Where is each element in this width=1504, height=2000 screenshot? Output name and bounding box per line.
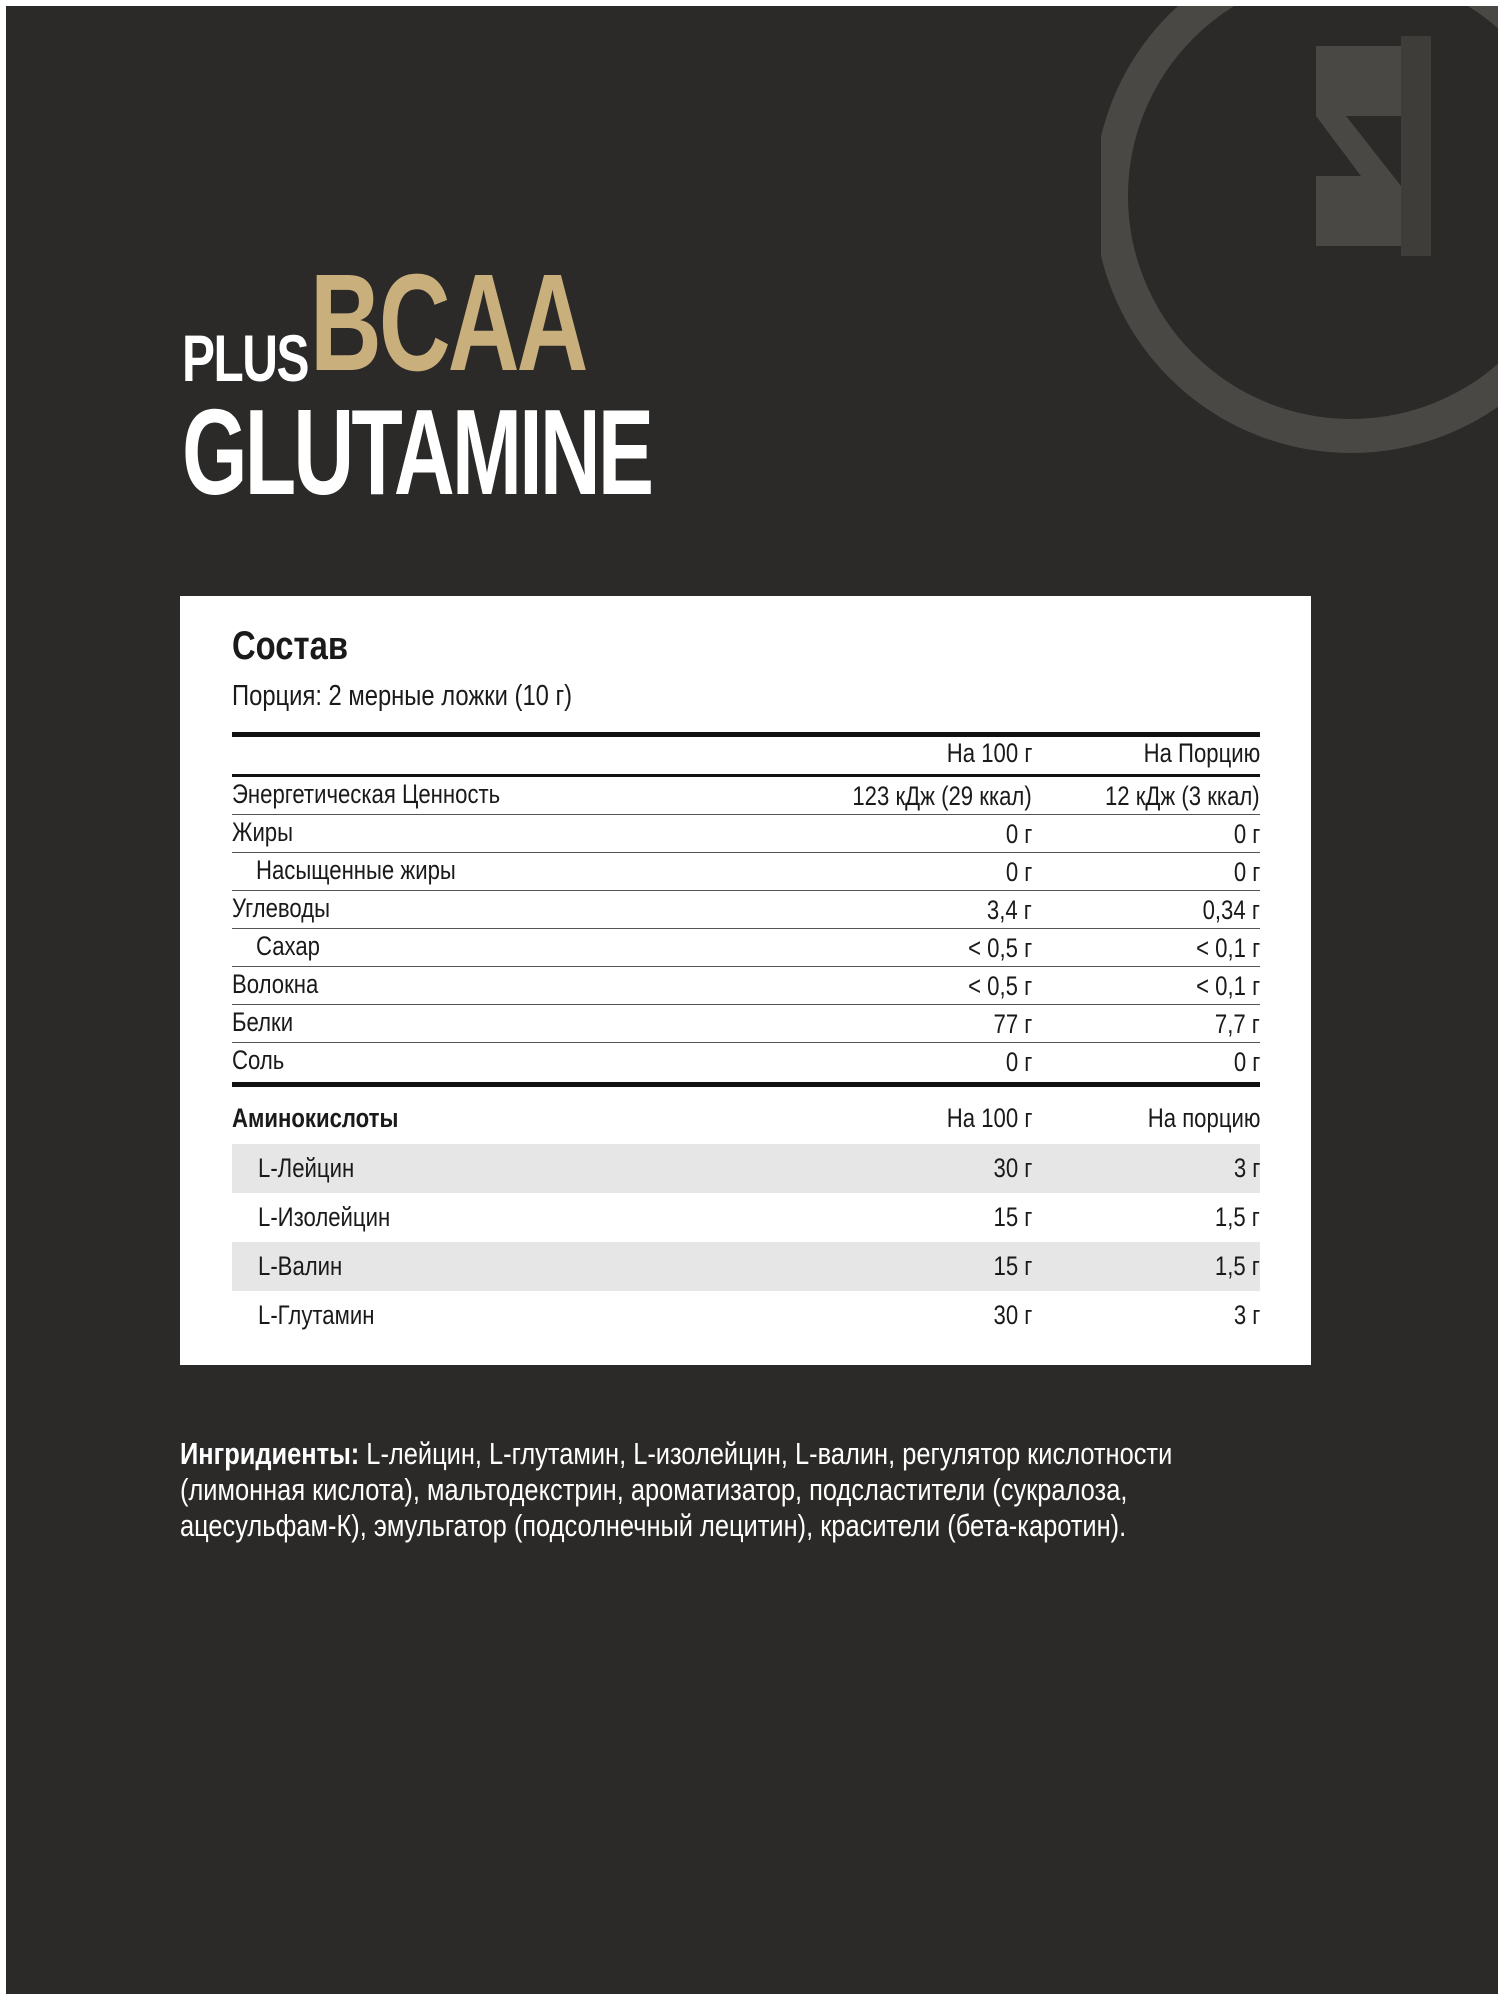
table-row: Соль 0 г 0 г <box>232 1045 1260 1077</box>
nutrition-header-row: На 100 г На Порцию <box>946 738 1260 768</box>
table-row: Углеводы 3,4 г 0,34 г <box>232 891 1260 929</box>
table-row: Сахар < 0,5 г < 0,1 г <box>232 929 1260 967</box>
ingredients-text <box>180 1436 1230 1544</box>
table-row: Белки 77 г 7,7 г <box>232 1005 1260 1043</box>
list-item: L-Лейцин 30 г 3 г <box>232 1144 1260 1193</box>
composition-title: Состав <box>232 624 349 668</box>
title-glutamine: GLUTAMINE <box>182 384 652 520</box>
title-bcaa: BCAA <box>310 246 586 400</box>
table-row: Волокна < 0,5 г < 0,1 г <box>232 967 1260 1005</box>
ingredients-line-3: ацесульфам-К), эмульгатор (подсолнечный лецитин), красители (бета-каротин). <box>180 1508 1127 1543</box>
table-row: Жиры 0 г 0 г <box>232 815 1260 853</box>
table-row: Насыщенные жиры 0 г 0 г <box>232 853 1260 891</box>
ingredients-line-1: L-лейцин, L-глутамин, L-изолейцин, L-валин, регулятор кислотности <box>359 1436 1173 1471</box>
amino-header-row: Аминокислоты На 100 г На порцию <box>232 1103 1260 1133</box>
serving-size: Порция: 2 мерные ложки (10 г) <box>232 680 573 712</box>
table-row: Энергетическая Ценность 123 кДж (29 ккал) 12 кДж (3 ккал) <box>232 777 1260 815</box>
table-bottom-rule <box>232 1082 1260 1087</box>
list-item: L-Валин 15 г 1,5 г <box>232 1242 1260 1291</box>
ingredients-line-2: (лимонная кислота), мальтодекстрин, ароматизатор, подсластители (сукралоза, <box>180 1472 1128 1507</box>
composition-card <box>180 596 1311 1365</box>
list-item: L-Глутамин 30 г 3 г <box>258 1300 1260 1330</box>
title-plus: PLUS <box>182 321 309 395</box>
ingredients-label: Ингридиенты: <box>180 1436 360 1471</box>
brand-logo-watermark-icon <box>1101 6 1498 496</box>
list-item: L-Изолейцин 15 г 1,5 г <box>258 1202 1260 1232</box>
